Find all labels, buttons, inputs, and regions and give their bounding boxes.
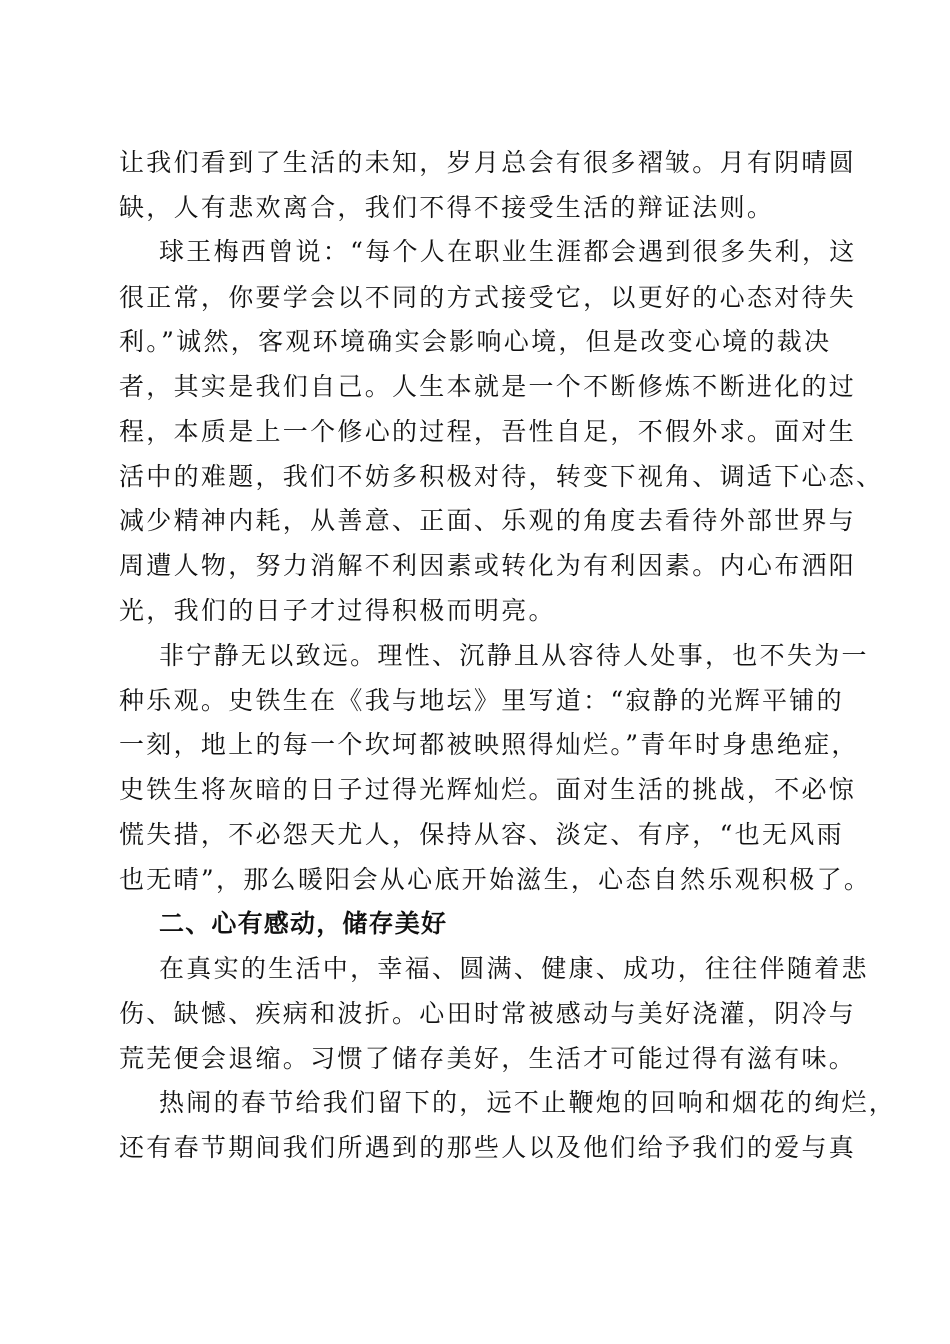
text-line: 者，其实是我们自己。人生本就是一个不断修炼不断进化的过	[119, 372, 857, 401]
text-line: 还有春节期间我们所遇到的那些人以及他们给予我们的爱与真	[119, 1133, 857, 1162]
text-line: 慌失措，不必怨天尤人，保持从容、淡定、有序，“也无风雨	[119, 820, 844, 849]
text-line: 周遭人物，努力消解不利因素或转化为有利因素。内心布洒阳	[119, 551, 857, 580]
text-line: 非宁静无以致远。理性、沉静且从容待人处事，也不失为一	[159, 641, 869, 670]
text-line: 种乐观。史铁生在《我与地坛》里写道：“寂静的光辉平铺的	[119, 686, 844, 715]
text-line: 热闹的春节给我们留下的，远不止鞭炮的回响和烟花的绚烂，	[159, 1088, 897, 1117]
text-line: 史铁生将灰暗的日子过得光辉灿烂。面对生活的挑战，不必惊	[119, 775, 857, 804]
text-line: 球王梅西曾说：“每个人在职业生涯都会遇到很多失利，这	[159, 237, 857, 266]
text-line: 减少精神内耗，从善意、正面、乐观的角度去看待外部世界与	[119, 506, 857, 535]
text-line: 缺，人有悲欢离合，我们不得不接受生活的辩证法则。	[119, 193, 775, 222]
text-line: 伤、缺憾、疾病和波折。心田时常被感动与美好浇灌，阴冷与	[119, 999, 857, 1028]
text-line: 一刻，地上的每一个坎坷都被映照得灿烂。”青年时身患绝症，	[119, 730, 859, 759]
text-line: 在真实的生活中，幸福、圆满、健康、成功，往往伴随着悲	[159, 954, 869, 983]
text-line: 光，我们的日子才过得积极而明亮。	[119, 596, 556, 625]
text-line: 也无晴”，那么暖阳会从心底开始滋生，心态自然乐观积极了。	[119, 865, 872, 894]
section-heading: 二、心有感动，储存美好	[159, 909, 448, 938]
text-line: 利。”诚然，客观环境确实会影响心境，但是改变心境的裁决	[119, 327, 832, 356]
text-line: 活中的难题，我们不妨多积极对待，转变下视角、调适下心态、	[119, 462, 884, 491]
text-line: 很正常，你要学会以不同的方式接受它，以更好的心态对待失	[119, 283, 857, 312]
text-line: 程，本质是上一个修心的过程，吾性自足，不假外求。面对生	[119, 417, 857, 446]
text-line: 让我们看到了生活的未知，岁月总会有很多褶皱。月有阴晴圆	[119, 148, 857, 177]
text-line: 荒芜便会退缩。习惯了储存美好，生活才可能过得有滋有味。	[119, 1044, 857, 1073]
